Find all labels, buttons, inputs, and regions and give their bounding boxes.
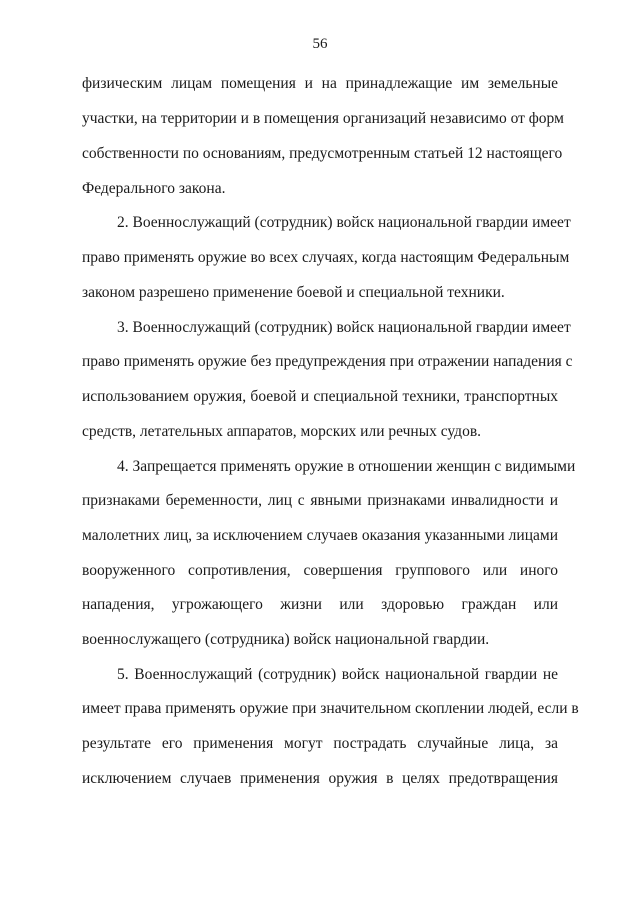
text-line: право применять оружие без предупреждения при отражении нападения с (82, 353, 573, 370)
text-line: использованием оружия, боевой и специальной техники, транспортных (82, 388, 558, 405)
text-line: физическим лицам помещения и на принадлежащие им земельные (82, 75, 558, 92)
text-line: результате его применения могут пострадать случайные лица, за (82, 735, 558, 752)
text-line: вооруженного сопротивления, совершения группового или иного (82, 562, 558, 579)
text-line: право применять оружие во всех случаях, когда настоящим Федеральным (82, 249, 570, 266)
text-line: участки, на территории и в помещения организаций независимо от форм (82, 110, 564, 127)
text-line: 2. Военнослужащий (сотрудник) войск национальной гвардии имеет (117, 214, 571, 231)
text-line: признаками беременности, лиц с явными признаками инвалидности и (82, 492, 558, 509)
text-line: исключением случаев применения оружия в целях предотвращения (82, 770, 558, 787)
text-line: малолетних лиц, за исключением случаев оказания указанными лицами (82, 527, 558, 544)
text-line: 3. Военнослужащий (сотрудник) войск национальной гвардии имеет (117, 319, 571, 336)
text-line: 5. Военнослужащий (сотрудник) войск национальной гвардии не (117, 666, 558, 683)
text-line: Федерального закона. (82, 180, 226, 197)
text-line: собственности по основаниям, предусмотренным статьей 12 настоящего (82, 145, 563, 162)
text-line: военнослужащего (сотрудника) войск национальной гвардии. (82, 631, 490, 648)
text-line: средств, летательных аппаратов, морских или речных судов. (82, 423, 482, 440)
text-line: 4. Запрещается применять оружие в отношении женщин с видимыми (117, 458, 576, 475)
page-number: 56 (312, 36, 328, 52)
text-line: нападения, угрожающего жизни или здоровью граждан или (82, 596, 558, 613)
text-line: имеет права применять оружие при значительном скоплении людей, если в (82, 700, 579, 717)
text-line: законом разрешено применение боевой и специальной техники. (82, 284, 505, 301)
